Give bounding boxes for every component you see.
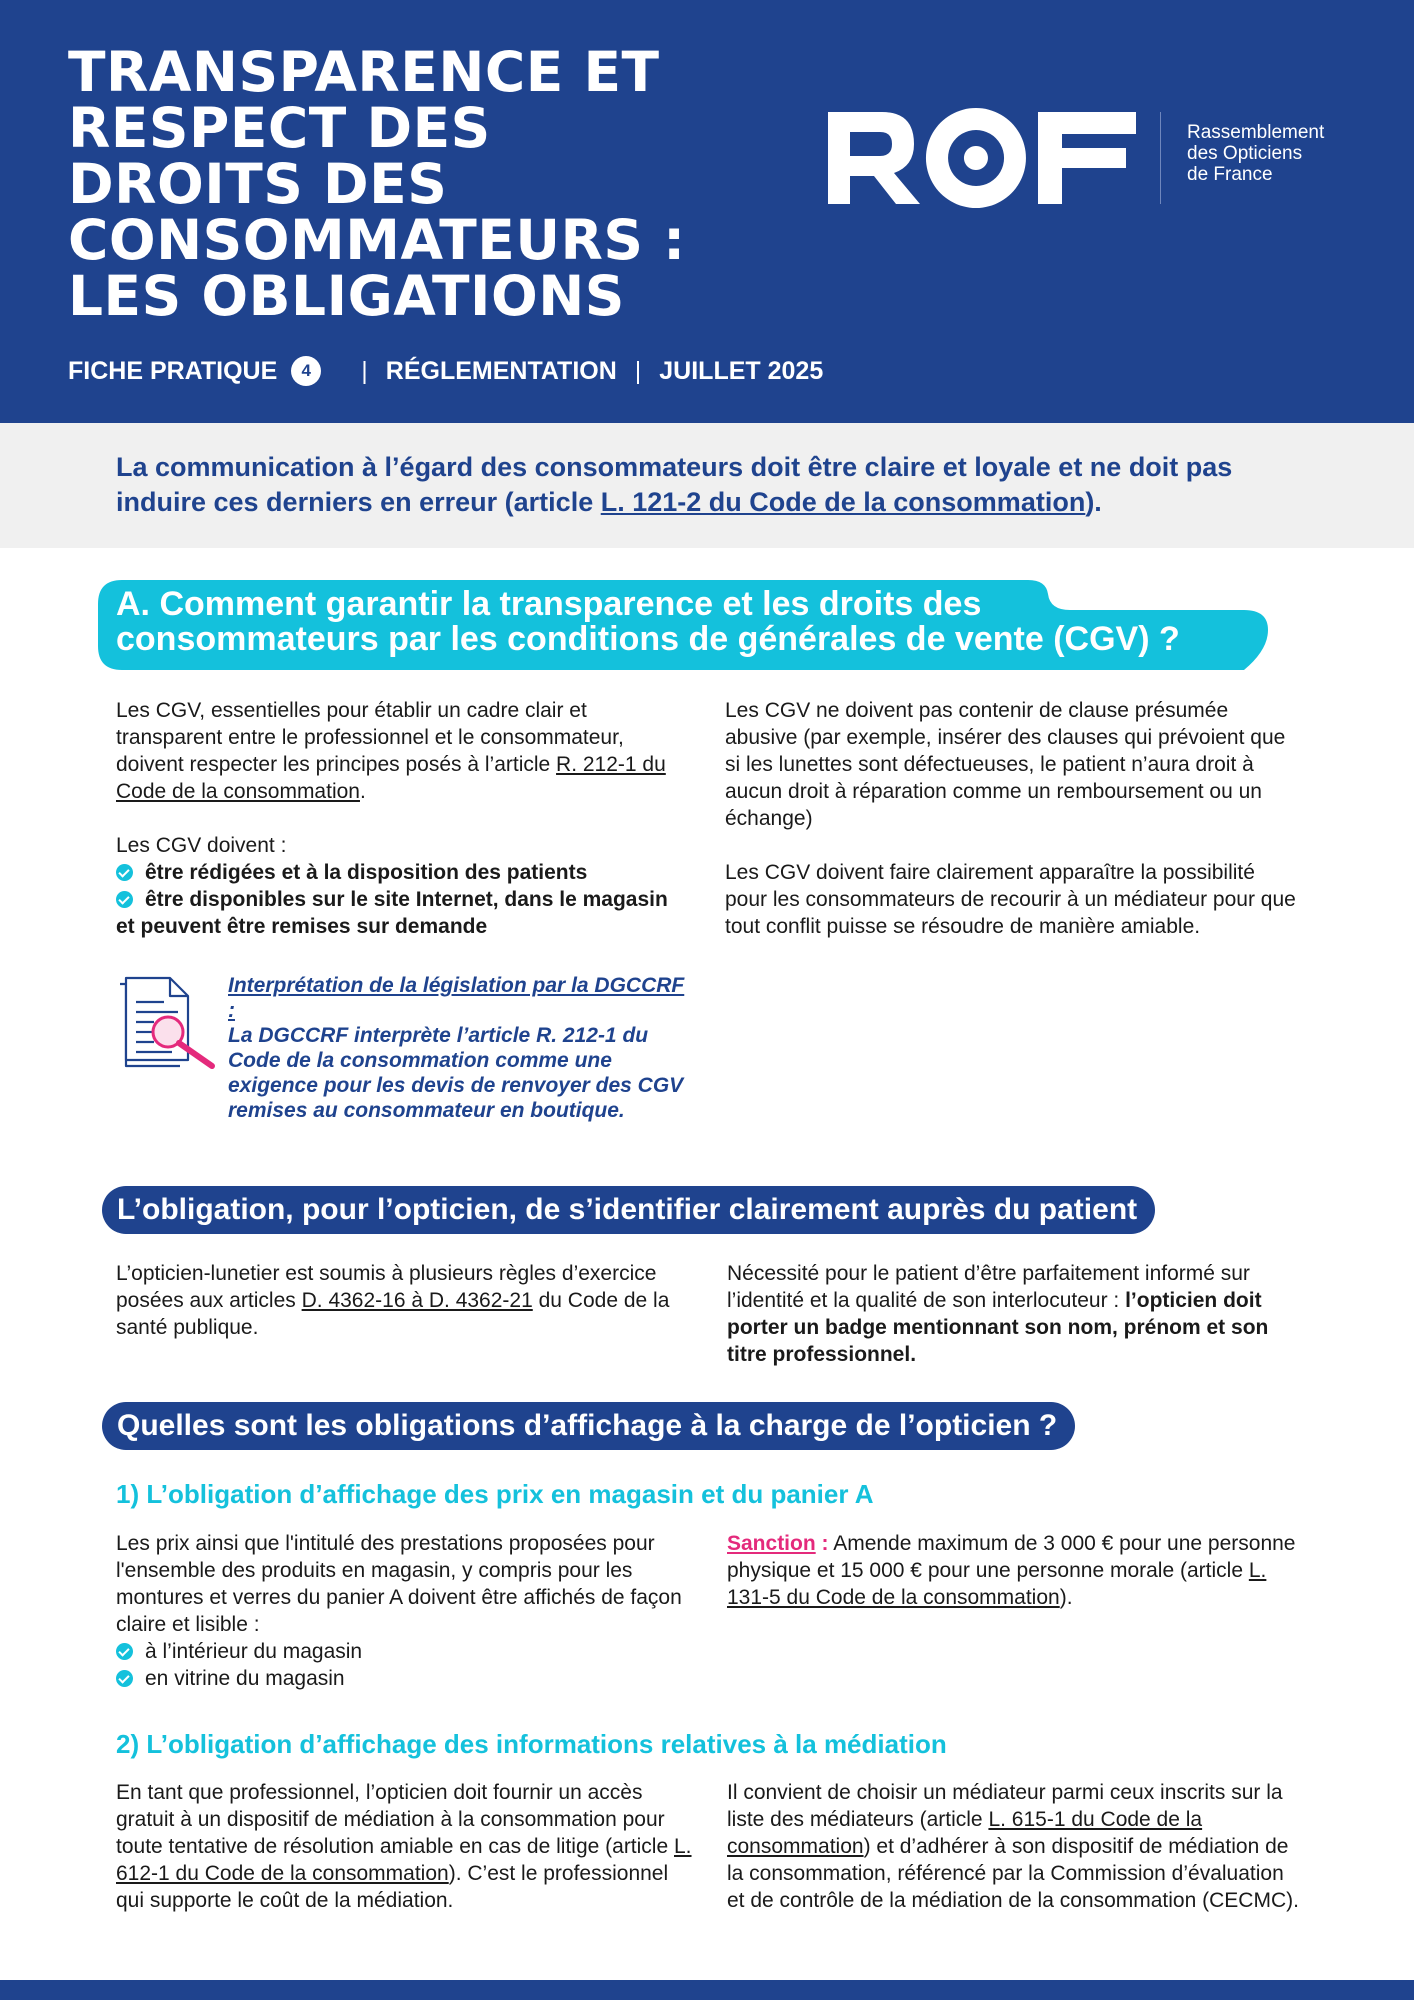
list-item-text: à l’intérieur du magasin bbox=[145, 1640, 363, 1663]
badge-requirement: l’opticien doit porter un badge mentionnant son nom, prénom et son titre professionnel. bbox=[727, 1289, 1269, 1366]
section-a-right-column bbox=[725, 697, 1300, 940]
section-c-heading: Quelles sont les obligations d’affichage à la charge de l’opticien ? bbox=[102, 1402, 1075, 1450]
cgv-requirements-intro: Les CGV doivent : bbox=[116, 834, 287, 857]
logo-text-line: Rassemblement bbox=[1187, 122, 1325, 143]
text-part: Il convient de choisir un médiateur parmi ceux inscrits sur la liste des médiateurs (article bbox=[727, 1781, 1283, 1831]
section-b-left-column bbox=[116, 1260, 686, 1341]
article-d4362-link[interactable]: D. 4362-16 à D. 4362-21 bbox=[301, 1289, 533, 1312]
section-a-title bbox=[116, 587, 1180, 657]
mediation-right-column bbox=[727, 1779, 1307, 1914]
fiche-label: FICHE PRATIQUE bbox=[68, 356, 278, 385]
subsection-mediation-title: 2) L’obligation d’affichage des informations relatives à la médiation bbox=[116, 1729, 947, 1759]
category-label: RÉGLEMENTATION bbox=[385, 356, 617, 385]
title-line: RESPECT DES bbox=[68, 96, 491, 160]
list-item-text: être rédigées et à la disposition des patients bbox=[145, 861, 588, 884]
text-part: Nécessité pour le patient d’être parfaitement informé sur l’identité et la qualité de son interlocuteur : bbox=[727, 1262, 1250, 1312]
text-part: L’opticien-lunetier est soumis à plusieurs règles d’exercice posées aux articles bbox=[116, 1262, 657, 1312]
fiche-number-badge: 4 bbox=[291, 356, 321, 386]
list-item bbox=[116, 859, 686, 886]
list-item bbox=[116, 886, 686, 940]
mediation-left-column bbox=[116, 1779, 696, 1914]
article-l612-1-link[interactable]: L. 612-1 du Code de la consommation bbox=[116, 1835, 692, 1885]
document-magnifier-icon bbox=[114, 972, 220, 1074]
section-a-title-line: A. Comment garantir la transparence et les droits des bbox=[116, 585, 982, 623]
article-r212-1-link[interactable]: R. 212-1 du Code de la consommation bbox=[116, 753, 666, 803]
subsection-price-display-title: 1) L’obligation d’affichage des prix en magasin et du panier A bbox=[116, 1479, 874, 1509]
header-banner bbox=[0, 0, 1414, 423]
list-item-text: être disponibles sur le site Internet, dans le magasin et peuvent être remises sur demande bbox=[116, 888, 668, 938]
cgv-intro-paragraph bbox=[116, 697, 686, 805]
intro-article-link[interactable]: L. 121-2 du Code de la consommation bbox=[600, 487, 1086, 517]
title-line: LES OBLIGATIONS bbox=[68, 264, 625, 328]
article-l131-5-link[interactable]: L. 131-5 du Code de la consommation bbox=[727, 1559, 1267, 1609]
footer-bar bbox=[0, 1980, 1414, 2000]
section-a-heading bbox=[98, 580, 1268, 670]
text-part: En tant que professionnel, l’opticien doit fournir un accès gratuit à un dispositif de médiation à la consommation pour toute tentative de résolution amiable en cas de litige (article bbox=[116, 1781, 674, 1858]
document-meta bbox=[68, 356, 823, 386]
intro-text-part: ). bbox=[1085, 487, 1102, 517]
dgccrf-note-body: La DGCCRF interprète l’article R. 212-1 du Code de la consommation comme une exigence pour les devis de renvoyer des CGV remises au consommateur en boutique. bbox=[228, 1024, 684, 1122]
mediator-choice-paragraph bbox=[727, 1779, 1307, 1914]
dgccrf-note bbox=[228, 973, 688, 1123]
logo-text-line: de France bbox=[1187, 164, 1273, 185]
sanction-colon: : bbox=[815, 1532, 829, 1555]
rules-paragraph bbox=[116, 1260, 686, 1341]
title-line: DROITS DES bbox=[68, 152, 448, 216]
list-item bbox=[116, 1638, 696, 1665]
text-part: ). C’est le professionnel qui supporte le coût de la médiation. bbox=[116, 1862, 669, 1912]
text-part: ). bbox=[1059, 1586, 1073, 1609]
dgccrf-note-heading: Interprétation de la législation par la DGCCRF : bbox=[228, 974, 685, 1022]
logo-org-name bbox=[1187, 122, 1324, 185]
sanction-label bbox=[727, 1532, 829, 1555]
section-b-right-column bbox=[727, 1260, 1307, 1368]
check-circle-icon bbox=[116, 1670, 133, 1687]
check-circle-icon bbox=[116, 891, 133, 908]
list-item-text: en vitrine du magasin bbox=[145, 1667, 345, 1690]
sanction-paragraph bbox=[727, 1530, 1302, 1611]
title-line: TRANSPARENCE ET bbox=[68, 40, 660, 104]
section-a-title-line: consommateurs par les conditions de générales de vente (CGV) ? bbox=[116, 620, 1180, 658]
mediation-access-paragraph bbox=[116, 1779, 696, 1914]
mediation-paragraph: Les CGV doivent faire clairement apparaître la possibilité pour les consommateurs de recourir à un médiateur pour que tout conflit puisse se résoudre de manière amiable. bbox=[725, 861, 1296, 938]
text-part: du Code de la santé publique. bbox=[116, 1289, 670, 1339]
meta-separator: | bbox=[361, 356, 368, 385]
date-label: JUILLET 2025 bbox=[659, 356, 824, 385]
intro-text-part: La communication à l’égard des consommateurs doit être claire et loyale et ne doit pas induire ces derniers en erreur (article bbox=[116, 452, 1233, 517]
cgv-requirements bbox=[116, 832, 686, 940]
text-part: . bbox=[359, 780, 366, 803]
meta-separator: | bbox=[634, 356, 642, 385]
text-part: Les CGV, essentielles pour établir un cadre clair et transparent entre le professionnel et le consommateur, doivent respecter les principes posés à l’article bbox=[116, 699, 624, 776]
badge-paragraph bbox=[727, 1260, 1307, 1368]
page-title bbox=[68, 40, 788, 328]
price-display-right-column bbox=[727, 1530, 1302, 1611]
text-part: ) et d’adhérer à son dispositif de médiation de la consommation, référencé par la Commission d’évaluation et de contrôle de la médiation de la consommation (CECMC). bbox=[727, 1835, 1299, 1912]
logo-divider bbox=[1160, 112, 1161, 204]
price-display-paragraph: Les prix ainsi que l'intitulé des prestations proposées pour l'ensemble des produits en magasin, y compris pour les montures et verres du panier A doivent être affichés de façon claire et lisible : bbox=[116, 1532, 682, 1636]
logo-text-line: des Opticiens bbox=[1187, 143, 1303, 164]
sanction-word: Sanction bbox=[727, 1532, 816, 1555]
text-part: Amende maximum de 3 000 € pour une personne physique et 15 000 € pour une personne morale (article bbox=[727, 1532, 1296, 1582]
rof-logo-icon bbox=[826, 108, 1138, 208]
title-line: CONSOMMATEURS : bbox=[68, 208, 686, 272]
check-circle-icon bbox=[116, 1643, 133, 1660]
section-b-heading: L’obligation, pour l’opticien, de s’identifier clairement auprès du patient bbox=[102, 1186, 1155, 1234]
list-item bbox=[116, 1665, 696, 1692]
article-l615-1-link[interactable]: L. 615-1 du Code de la consommation bbox=[727, 1808, 1203, 1858]
check-circle-icon bbox=[116, 864, 133, 881]
intro-banner bbox=[0, 423, 1414, 548]
abusive-clause-paragraph: Les CGV ne doivent pas contenir de clause présumée abusive (par exemple, insérer des clauses qui prévoient que si les lunettes sont défectueuses, le patient n’aura droit à aucun droit à réparation comme un remboursement ou un échange) bbox=[725, 699, 1286, 830]
price-display-left-column bbox=[116, 1530, 696, 1692]
intro-text bbox=[116, 450, 1316, 520]
section-a-left-column bbox=[116, 697, 686, 940]
